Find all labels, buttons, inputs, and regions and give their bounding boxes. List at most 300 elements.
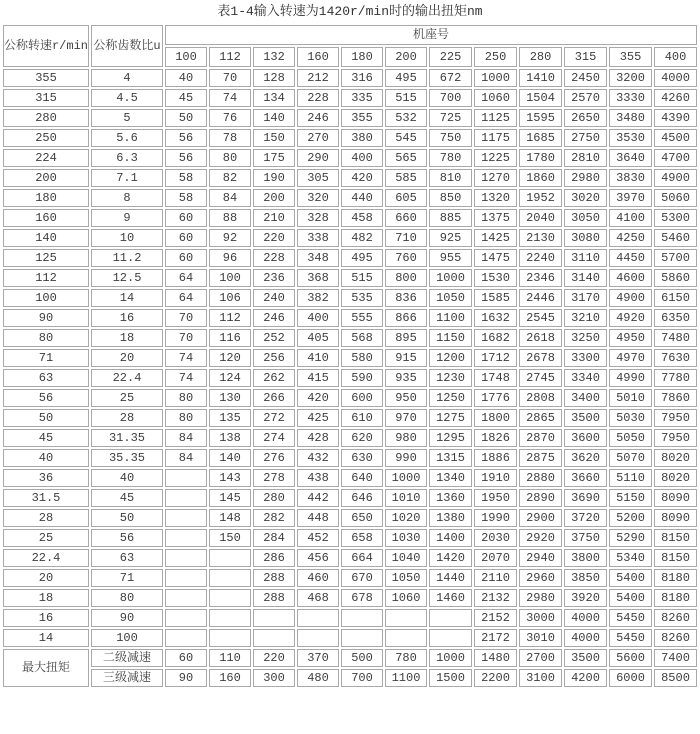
torque-cell: 468 (297, 589, 339, 607)
torque-cell: 288 (253, 589, 295, 607)
torque-cell: 3480 (609, 109, 652, 127)
torque-cell: 2678 (519, 349, 562, 367)
speed-column-header: 公称转速r/min (3, 25, 89, 67)
torque-cell: 60 (165, 229, 207, 247)
torque-cell (253, 629, 295, 647)
ratio-cell: 11.2 (91, 249, 163, 267)
speed-cell: 40 (3, 449, 89, 467)
torque-cell (165, 629, 207, 647)
torque-cell: 276 (253, 449, 295, 467)
torque-cell: 3110 (564, 249, 607, 267)
ratio-cell: 10 (91, 229, 163, 247)
torque-cell: 460 (297, 569, 339, 587)
table-row (3, 169, 697, 187)
speed-cell: 28 (3, 509, 89, 527)
torque-cell: 710 (385, 229, 427, 247)
torque-cell (209, 589, 251, 607)
torque-cell: 160 (209, 669, 251, 687)
frame-group-header: 机座号 (165, 25, 697, 45)
torque-cell: 355 (341, 109, 383, 127)
table-row (3, 409, 697, 427)
torque-cell: 660 (385, 209, 427, 227)
torque-cell: 415 (297, 369, 339, 387)
torque-cell (165, 609, 207, 627)
torque-cell: 6150 (654, 289, 697, 307)
table-row (3, 69, 697, 87)
torque-cell: 2940 (519, 549, 562, 567)
ratio-cell: 31.35 (91, 429, 163, 447)
torque-cell: 5860 (654, 269, 697, 287)
torque-cell: 278 (253, 469, 295, 487)
torque-cell: 5340 (609, 549, 652, 567)
torque-cell (165, 589, 207, 607)
torque-cell: 4100 (609, 209, 652, 227)
ratio-cell: 6.3 (91, 149, 163, 167)
torque-cell: 138 (209, 429, 251, 447)
torque-cell: 2240 (519, 249, 562, 267)
torque-cell: 1748 (474, 369, 517, 387)
torque-cell: 8500 (654, 669, 697, 687)
torque-cell: 646 (341, 489, 383, 507)
torque-cell: 4900 (654, 169, 697, 187)
torque-cell (165, 549, 207, 567)
torque-cell: 800 (385, 269, 427, 287)
torque-cell: 3690 (564, 489, 607, 507)
torque-cell: 80 (209, 149, 251, 167)
torque-cell: 5200 (609, 509, 652, 527)
torque-cell: 895 (385, 329, 427, 347)
torque-cell: 145 (209, 489, 251, 507)
torque-cell: 70 (165, 329, 207, 347)
table-row (3, 249, 697, 267)
ratio-cell: 4.5 (91, 89, 163, 107)
torque-cell: 7630 (654, 349, 697, 367)
torque-cell: 282 (253, 509, 295, 527)
ratio-cell: 80 (91, 589, 163, 607)
torque-cell: 1685 (519, 129, 562, 147)
torque-cell: 620 (341, 429, 383, 447)
torque-cell (429, 629, 472, 647)
frame-size-header: 400 (654, 47, 697, 67)
torque-cell: 1860 (519, 169, 562, 187)
torque-cell: 1826 (474, 429, 517, 447)
torque-cell: 1380 (429, 509, 472, 527)
torque-cell: 1950 (474, 489, 517, 507)
torque-cell: 3330 (609, 89, 652, 107)
torque-cell (209, 549, 251, 567)
torque-cell: 605 (385, 189, 427, 207)
table-row (3, 489, 697, 507)
torque-cell: 2750 (564, 129, 607, 147)
torque-cell: 1682 (474, 329, 517, 347)
torque-cell: 555 (341, 309, 383, 327)
torque-cell: 78 (209, 129, 251, 147)
torque-cell: 2618 (519, 329, 562, 347)
torque-cell: 8260 (654, 629, 697, 647)
table-row (3, 629, 697, 647)
torque-cell: 515 (341, 269, 383, 287)
torque-cell: 370 (297, 649, 339, 667)
ratio-cell: 90 (91, 609, 163, 627)
torque-cell: 5050 (609, 429, 652, 447)
torque-cell: 3300 (564, 349, 607, 367)
torque-cell: 252 (253, 329, 295, 347)
torque-cell: 1100 (429, 309, 472, 327)
torque-cell: 780 (385, 649, 427, 667)
torque-cell: 2346 (519, 269, 562, 287)
frame-size-header: 200 (385, 47, 427, 67)
torque-cell: 1000 (429, 649, 472, 667)
torque-cell: 438 (297, 469, 339, 487)
torque-cell: 2890 (519, 489, 562, 507)
torque-cell: 240 (253, 289, 295, 307)
ratio-cell: 22.4 (91, 369, 163, 387)
torque-cell: 3080 (564, 229, 607, 247)
torque-cell: 5400 (609, 589, 652, 607)
torque-cell: 1125 (474, 109, 517, 127)
torque-cell: 80 (165, 409, 207, 427)
torque-cell: 1250 (429, 389, 472, 407)
frame-size-header: 180 (341, 47, 383, 67)
torque-cell: 3400 (564, 389, 607, 407)
ratio-cell: 45 (91, 489, 163, 507)
torque-cell: 1050 (385, 569, 427, 587)
table-header (3, 25, 697, 67)
torque-cell: 3620 (564, 449, 607, 467)
torque-cell: 1000 (429, 269, 472, 287)
speed-cell: 200 (3, 169, 89, 187)
speed-cell: 31.5 (3, 489, 89, 507)
max-torque-label: 最大扭矩 (3, 649, 89, 687)
torque-cell: 100 (209, 269, 251, 287)
torque-cell: 272 (253, 409, 295, 427)
torque-cell (385, 629, 427, 647)
torque-cell: 60 (165, 649, 207, 667)
torque-cell: 2865 (519, 409, 562, 427)
torque-cell: 2200 (474, 669, 517, 687)
torque-cell: 3850 (564, 569, 607, 587)
speed-cell: 90 (3, 309, 89, 327)
torque-cell: 7860 (654, 389, 697, 407)
torque-cell: 70 (209, 69, 251, 87)
header-row-groups (3, 25, 697, 45)
ratio-cell: 20 (91, 349, 163, 367)
torque-cell: 4600 (609, 269, 652, 287)
torque-cell: 3340 (564, 369, 607, 387)
torque-cell: 150 (253, 129, 295, 147)
torque-cell: 1375 (474, 209, 517, 227)
ratio-cell: 16 (91, 309, 163, 327)
torque-cell: 950 (385, 389, 427, 407)
torque-cell (297, 609, 339, 627)
torque-cell (297, 629, 339, 647)
ratio-cell: 56 (91, 529, 163, 547)
torque-cell: 135 (209, 409, 251, 427)
torque-cell: 2980 (519, 589, 562, 607)
torque-cell: 90 (165, 669, 207, 687)
table-row (3, 309, 697, 327)
torque-cell: 1060 (474, 89, 517, 107)
torque-cell: 74 (165, 369, 207, 387)
torque-cell: 836 (385, 289, 427, 307)
frame-size-header: 355 (609, 47, 652, 67)
ratio-column-header: 公称齿数比u (91, 25, 163, 67)
torque-cell: 64 (165, 289, 207, 307)
torque-cell: 5300 (654, 209, 697, 227)
torque-cell: 2110 (474, 569, 517, 587)
torque-cell: 148 (209, 509, 251, 527)
torque-cell: 2920 (519, 529, 562, 547)
torque-cell: 915 (385, 349, 427, 367)
speed-cell: 45 (3, 429, 89, 447)
torque-cell: 2070 (474, 549, 517, 567)
page-title: 表1-4输入转速为1420r/min时的输出扭矩nm (217, 4, 483, 19)
torque-cell: 1200 (429, 349, 472, 367)
table-row (3, 449, 697, 467)
torque-cell: 5460 (654, 229, 697, 247)
torque-cell: 246 (253, 309, 295, 327)
torque-cell: 3140 (564, 269, 607, 287)
torque-cell: 866 (385, 309, 427, 327)
torque-cell: 82 (209, 169, 251, 187)
torque-cell: 2132 (474, 589, 517, 607)
torque-cell: 1400 (429, 529, 472, 547)
torque-cell: 4000 (564, 609, 607, 627)
torque-cell: 1530 (474, 269, 517, 287)
torque-cell: 500 (341, 649, 383, 667)
torque-cell: 88 (209, 209, 251, 227)
torque-cell: 1990 (474, 509, 517, 527)
footer-row (3, 669, 697, 687)
torque-cell: 60 (165, 249, 207, 267)
torque-cell: 1712 (474, 349, 517, 367)
torque-cell: 1320 (474, 189, 517, 207)
torque-cell: 84 (209, 189, 251, 207)
torque-cell: 3100 (519, 669, 562, 687)
torque-cell: 116 (209, 329, 251, 347)
torque-cell: 5600 (609, 649, 652, 667)
torque-cell: 630 (341, 449, 383, 467)
ratio-cell: 14 (91, 289, 163, 307)
torque-cell: 335 (341, 89, 383, 107)
torque-cell: 150 (209, 529, 251, 547)
torque-cell: 3530 (609, 129, 652, 147)
speed-cell: 250 (3, 129, 89, 147)
torque-cell: 3010 (519, 629, 562, 647)
torque-cell: 212 (297, 69, 339, 87)
torque-cell: 316 (341, 69, 383, 87)
torque-cell: 3720 (564, 509, 607, 527)
torque-cell: 130 (209, 389, 251, 407)
torque-cell: 1800 (474, 409, 517, 427)
torque-cell: 56 (165, 129, 207, 147)
torque-cell: 3500 (564, 649, 607, 667)
speed-cell: 22.4 (3, 549, 89, 567)
speed-cell: 315 (3, 89, 89, 107)
torque-cell: 515 (385, 89, 427, 107)
torque-cell: 482 (341, 229, 383, 247)
torque-cell: 1440 (429, 569, 472, 587)
torque-cell: 1500 (429, 669, 472, 687)
torque-cell: 2446 (519, 289, 562, 307)
torque-cell: 1175 (474, 129, 517, 147)
torque-cell: 140 (209, 449, 251, 467)
table-row (3, 229, 697, 247)
torque-cell: 2745 (519, 369, 562, 387)
torque-cell: 274 (253, 429, 295, 447)
table-row (3, 349, 697, 367)
torque-cell: 2960 (519, 569, 562, 587)
torque-cell: 2545 (519, 309, 562, 327)
torque-cell: 568 (341, 329, 383, 347)
frame-size-header: 315 (564, 47, 607, 67)
torque-cell: 405 (297, 329, 339, 347)
table-row (3, 329, 697, 347)
torque-cell: 1000 (474, 69, 517, 87)
torque-cell: 5010 (609, 389, 652, 407)
torque-cell: 458 (341, 209, 383, 227)
torque-cell: 300 (253, 669, 295, 687)
torque-cell: 1040 (385, 549, 427, 567)
torque-cell: 80 (165, 389, 207, 407)
torque-cell: 1010 (385, 489, 427, 507)
torque-cell: 610 (341, 409, 383, 427)
speed-cell: 36 (3, 469, 89, 487)
speed-cell: 16 (3, 609, 89, 627)
reduction-stage-cell: 二级减速 (91, 649, 163, 667)
speed-cell: 14 (3, 629, 89, 647)
torque-cell: 535 (341, 289, 383, 307)
ratio-cell: 12.5 (91, 269, 163, 287)
torque-cell: 1886 (474, 449, 517, 467)
torque-cell: 3970 (609, 189, 652, 207)
ratio-cell: 9 (91, 209, 163, 227)
torque-cell: 5450 (609, 609, 652, 627)
torque-cell: 124 (209, 369, 251, 387)
torque-cell: 7950 (654, 409, 697, 427)
torque-cell: 305 (297, 169, 339, 187)
torque-cell: 440 (341, 189, 383, 207)
torque-cell: 200 (253, 189, 295, 207)
torque-cell: 50 (165, 109, 207, 127)
torque-cell: 1295 (429, 429, 472, 447)
torque-cell: 6000 (609, 669, 652, 687)
torque-cell: 4260 (654, 89, 697, 107)
table-row (3, 469, 697, 487)
torque-cell: 2030 (474, 529, 517, 547)
torque-cell: 58 (165, 189, 207, 207)
torque-cell: 128 (253, 69, 295, 87)
torque-cell: 84 (165, 429, 207, 447)
torque-cell (165, 509, 207, 527)
torque-cell: 1585 (474, 289, 517, 307)
torque-cell: 1020 (385, 509, 427, 527)
torque-cell: 8180 (654, 569, 697, 587)
torque-cell: 810 (429, 169, 472, 187)
torque-cell: 990 (385, 449, 427, 467)
torque-cell: 3600 (564, 429, 607, 447)
reduction-stage-cell: 三级减速 (91, 669, 163, 687)
torque-cell (209, 569, 251, 587)
torque-cell (165, 529, 207, 547)
ratio-cell: 28 (91, 409, 163, 427)
table-row (3, 369, 697, 387)
torque-cell: 262 (253, 369, 295, 387)
torque-cell: 288 (253, 569, 295, 587)
torque-cell: 286 (253, 549, 295, 567)
torque-cell: 5150 (609, 489, 652, 507)
torque-cell: 565 (385, 149, 427, 167)
table-row (3, 89, 697, 107)
torque-cell: 1315 (429, 449, 472, 467)
torque-cell: 2450 (564, 69, 607, 87)
torque-cell: 650 (341, 509, 383, 527)
torque-cell: 3830 (609, 169, 652, 187)
torque-cell: 64 (165, 269, 207, 287)
torque-cell: 84 (165, 449, 207, 467)
torque-cell: 425 (297, 409, 339, 427)
torque-cell: 45 (165, 89, 207, 107)
table-row (3, 209, 697, 227)
table-row (3, 389, 697, 407)
torque-cell: 428 (297, 429, 339, 447)
torque-cell: 400 (341, 149, 383, 167)
torque-cell: 4450 (609, 249, 652, 267)
torque-cell: 284 (253, 529, 295, 547)
torque-cell (385, 609, 427, 627)
torque-cell: 480 (297, 669, 339, 687)
speed-cell: 56 (3, 389, 89, 407)
frame-size-header: 225 (429, 47, 472, 67)
ratio-cell: 71 (91, 569, 163, 587)
torque-cell: 8150 (654, 529, 697, 547)
torque-cell: 410 (297, 349, 339, 367)
torque-cell: 850 (429, 189, 472, 207)
torque-cell (165, 489, 207, 507)
frame-size-header: 250 (474, 47, 517, 67)
torque-cell (165, 469, 207, 487)
torque-cell: 2808 (519, 389, 562, 407)
torque-cell (209, 609, 251, 627)
torque-cell: 228 (297, 89, 339, 107)
torque-cell: 1340 (429, 469, 472, 487)
torque-cell: 750 (429, 129, 472, 147)
torque-cell: 290 (297, 149, 339, 167)
speed-cell: 224 (3, 149, 89, 167)
ratio-cell: 100 (91, 629, 163, 647)
torque-cell: 678 (341, 589, 383, 607)
torque-cell (429, 609, 472, 627)
torque-cell: 925 (429, 229, 472, 247)
torque-cell (341, 609, 383, 627)
torque-cell: 4950 (609, 329, 652, 347)
torque-cell: 4000 (564, 629, 607, 647)
torque-cell: 3000 (519, 609, 562, 627)
torque-cell: 3250 (564, 329, 607, 347)
torque-cell: 92 (209, 229, 251, 247)
torque-cell: 256 (253, 349, 295, 367)
torque-cell: 140 (253, 109, 295, 127)
ratio-cell: 5 (91, 109, 163, 127)
torque-cell: 266 (253, 389, 295, 407)
torque-cell: 7480 (654, 329, 697, 347)
torque-cell: 456 (297, 549, 339, 567)
torque-cell: 190 (253, 169, 295, 187)
torque-cell: 5030 (609, 409, 652, 427)
torque-cell: 143 (209, 469, 251, 487)
torque-cell: 2130 (519, 229, 562, 247)
ratio-cell: 35.35 (91, 449, 163, 467)
